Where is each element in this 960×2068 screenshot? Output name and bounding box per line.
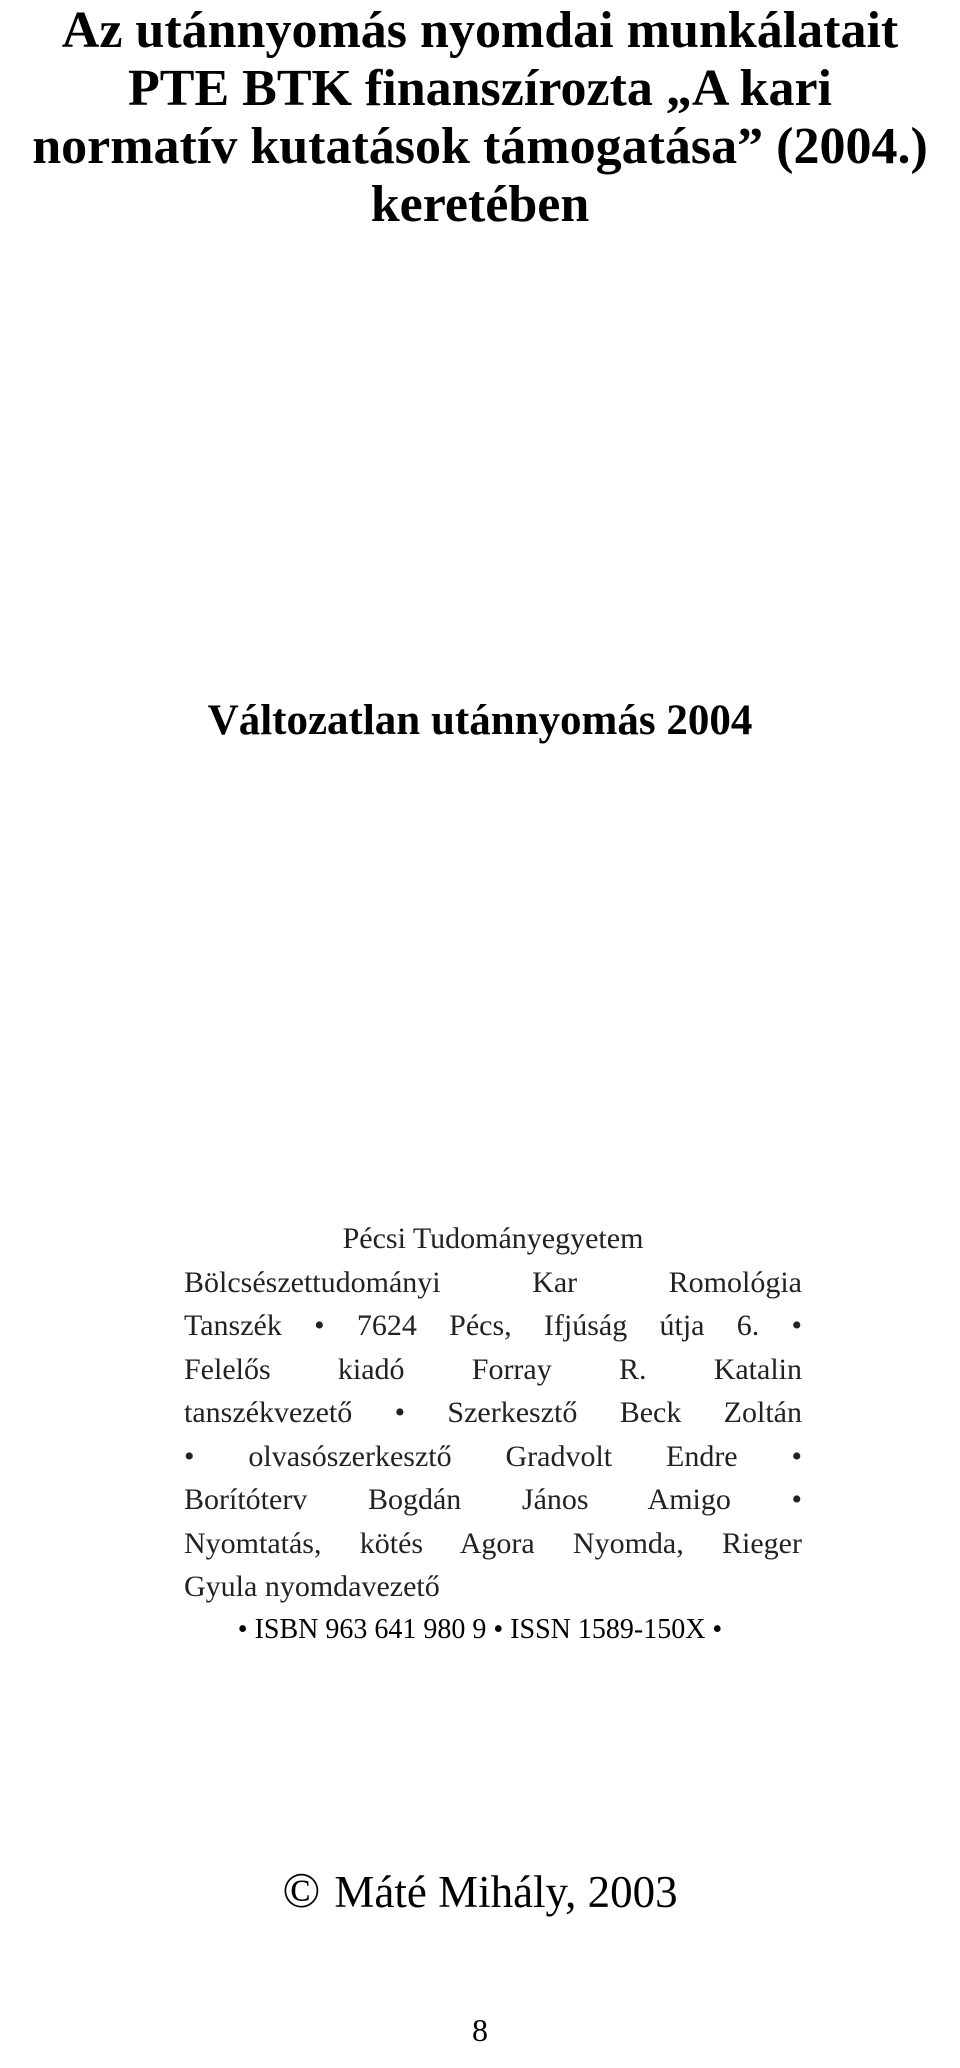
copyright-holder: Máté Mihály, 2003 — [334, 1867, 678, 1917]
page-number: 8 — [472, 2012, 488, 2048]
copyright-line — [0, 1860, 960, 1922]
colophon-line-1: Pécsi Tudományegyetem — [342, 1222, 644, 1255]
heading-line-2: PTE BTK finanszírozta „A kari — [128, 60, 832, 117]
colophon-line-4: Felelős kiadó Forray R. Katalin — [184, 1352, 802, 1386]
colophon-line-6: • olvasószerkesztő Gradvolt Endre • — [184, 1439, 802, 1473]
heading-line-1: Az utánnyomás nyomdai munkálatait — [61, 2, 899, 59]
sponsorship-heading — [20, 2, 940, 234]
colophon-line-2: Bölcsészettudományi Kar Romológia — [184, 1265, 802, 1299]
colophon-line-8: Nyomtatás, kötés Agora Nyomda, Rieger — [184, 1526, 802, 1560]
colophon-line-7: Borítóterv Bogdán János Amigo • — [184, 1483, 802, 1516]
copyright-icon: © — [282, 1862, 321, 1918]
colophon-line-9: Gyula nyomdavezető — [184, 1570, 440, 1603]
colophon-line-3: Tanszék • 7624 Pécs, Ifjúság útja 6. • — [184, 1309, 802, 1342]
colophon-line-5: tanszékvezető • Szerkesztő Beck Zoltán — [184, 1396, 802, 1429]
heading-line-3: normatív kutatások támogatása” (2004.) — [32, 118, 928, 175]
heading-line-4: keretében — [370, 176, 590, 233]
colophon-block — [184, 1217, 802, 1609]
edition-note: Változatlan utánnyomás 2004 — [207, 697, 753, 744]
isbn-issn-line: • ISBN 963 641 980 9 • ISSN 1589-150X • — [237, 1614, 723, 1645]
